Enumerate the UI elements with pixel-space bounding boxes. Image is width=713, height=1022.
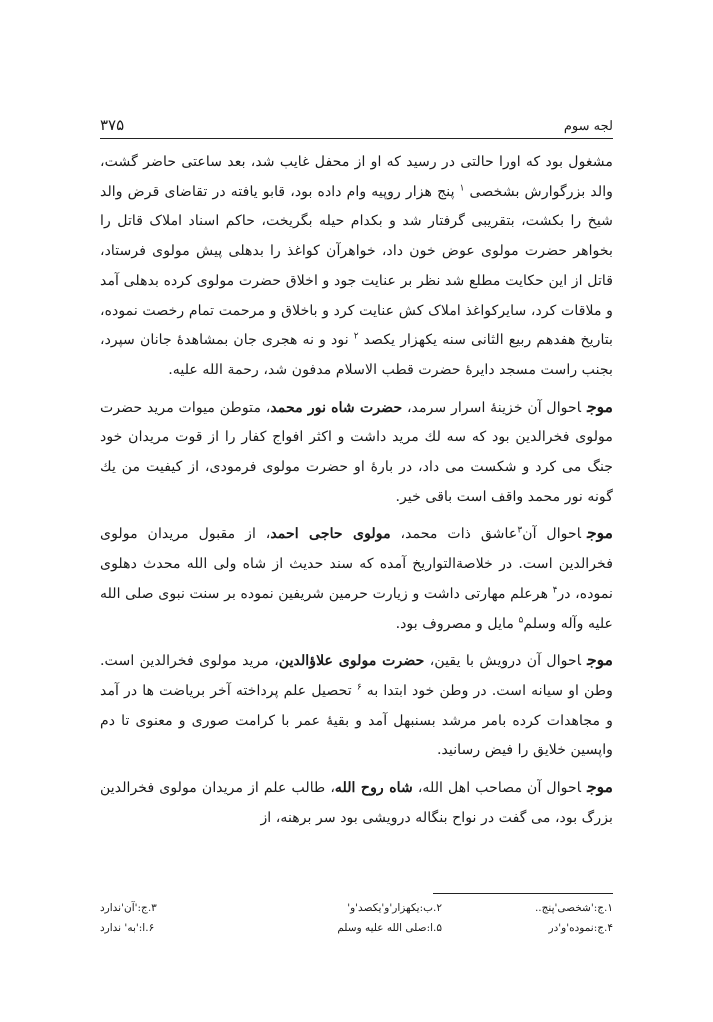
footnote: ۲.ب:یکهزار'و'یکصد'و' xyxy=(347,902,442,914)
text-run: احوال آن مصاحب اهل الله، xyxy=(412,780,582,797)
text-run: احوال آن xyxy=(522,526,582,543)
text-run: احوال آن درویش با یقین، xyxy=(424,653,582,670)
entry-keyword: موج xyxy=(587,523,613,543)
text-run: ، مرید مولوی فخرالدین است. وطن او سیانه است. در وطن خود ابتدا به xyxy=(100,653,613,699)
footnotes xyxy=(100,898,613,938)
person-name: مولوی حاجی احمد xyxy=(270,526,391,543)
footnote-ref: ۱ xyxy=(459,182,465,193)
footnote: ۵.ا:صلی الله علیه وسلم xyxy=(337,922,442,934)
footnote: ۶.ا:'به' ندارد xyxy=(100,922,155,934)
footnote-divider xyxy=(433,893,613,894)
text-run: ، از مقبول مریدان مولوی فخرالدین است. در خلاصةالتواریخ آمده که سند حدیث از شاه ولی الله محدث دهلوی نموده، در xyxy=(100,526,613,602)
page-header xyxy=(100,112,613,139)
paragraph-3 xyxy=(100,518,613,639)
text-run: مشغول بود که اورا حالتی در رسید که او از محفل غایب شد، بعد ساعتی حاضر گشت، والد بزرگوارش بشخصی xyxy=(100,154,613,200)
entry-keyword: موج xyxy=(587,650,613,670)
entry-keyword: موج xyxy=(587,396,613,416)
footnote-ref: ۲ xyxy=(353,331,359,342)
paragraph-4 xyxy=(100,645,613,766)
footnote-ref: ۴ xyxy=(552,585,558,596)
footnote-ref: ۶ xyxy=(356,682,362,693)
person-name: حضرت مولوی علاؤالدین xyxy=(278,653,425,670)
text-run: مایل و مصروف بود. xyxy=(395,615,519,632)
text-run: ، متوطن میوات مرید حضرت مولوی فخرالدین بود که سه لك مرید داشت و اکثر افواج کفار را از قوت مریدان خود جنگ می کرد و شکست می داد، در بارهٔ او حضرت مولوی فرمودی، از کیفیت من یك گونه نور محمد واقف است باقی خیر. xyxy=(100,399,613,505)
text-run: هرعلم مهارتی داشت و زیارت حرمین شریفین نموده بر سنت نبوی صلی الله علیه وآله وسلم xyxy=(100,585,613,632)
footnote-ref: ۵ xyxy=(518,614,524,625)
text-run: پنج هزار روپیه وام داده بود، قابو یافته در تقاضای قرض والد شیخ را بکشت، بتقریبی گرفتار شد و بکدام حیله بگریخت، حاکم اسناد املاک قاتل را بخواهر حضرت مولوی عوض خون داد، خواهرآن کواغذ را بدهلی پیش مولوی فرستاد، قاتل از این حکایت مطلع شد نظر بر عنایت جود و اخلاق حضرت مولوی کرده بدهلی آمد و ملاقات کرد، سایرکواغذ املاک کش عنایت کرد و باخلاق و مرحمت تمام رخصت نموده، بتاریخ هفدهم ربیع الثانی سنه یکهزار یکصد xyxy=(100,183,613,349)
person-name: حضرت شاه نور محمد xyxy=(270,399,403,416)
text-run: احوال آن خزینهٔ اسرار سرمد، xyxy=(402,399,582,416)
page-body xyxy=(100,148,613,833)
footnote-ref: ۳ xyxy=(517,525,523,536)
running-title: لجه سوم xyxy=(563,119,613,134)
text-run: تحصیل علم پرداخته آخر بریاضت ها در آمد و مجاهدات کرده بامر مرشد بسنبهل آمد و بقیهٔ عمر با کرامت صوری و معنوی تا دم واپسین خلایق را فیض رسانید. xyxy=(100,682,613,759)
text-run: ، طالب علم از مریدان مولوی فخرالدین بزرگ بود، می گفت در نواح بنگاله درویشی بود سر برهنه، از xyxy=(100,780,613,826)
paragraph-2 xyxy=(100,392,613,513)
footnote: ۱.ج:'شخصی'پنج.. xyxy=(534,902,613,914)
person-name: شاه روح الله xyxy=(334,780,413,797)
paragraph-1 xyxy=(100,148,613,386)
footnote: ۴.ج:نموده'و'در xyxy=(548,922,613,934)
text-run: عاشق ذات محمد، xyxy=(390,526,518,543)
paragraph-5 xyxy=(100,772,613,833)
footnote-row xyxy=(100,918,613,938)
footnote: ۳.ج:'آن'ندارد xyxy=(100,902,157,914)
entry-keyword: موج xyxy=(587,777,613,797)
footnote-row xyxy=(100,898,613,918)
page-number: ۳۷۵ xyxy=(100,116,125,134)
text-run: نود و نه هجری جان بمشاهدهٔ جانان سپرد، بجنب راست مسجد دایرهٔ حضرت قطب الاسلام مدفون شد، رحمة الله علیه. xyxy=(100,332,613,378)
